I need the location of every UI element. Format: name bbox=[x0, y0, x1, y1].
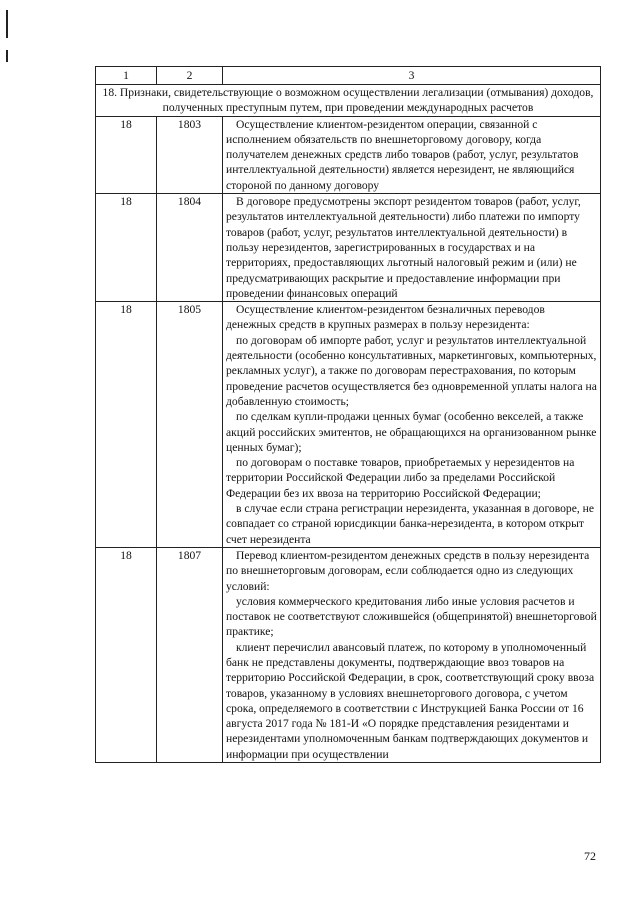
indicators-table bbox=[95, 66, 601, 763]
description-paragraph: Осуществление клиентом-резидентом безналичных переводов денежных средств в крупных размерах в пользу нерезидента: bbox=[226, 303, 545, 332]
indicator-code-cell: 1805 bbox=[157, 302, 223, 548]
header-col-1: 1 bbox=[96, 67, 157, 85]
header-col-2: 2 bbox=[157, 67, 223, 85]
section-number-cell: 18 bbox=[96, 547, 157, 762]
table-row bbox=[96, 194, 601, 302]
description-paragraph: Перевод клиентом-резидентом денежных средств в пользу нерезидента по внешнеторговым договорам, если соблюдается одно из следующих условий: bbox=[226, 548, 590, 593]
table-row bbox=[96, 116, 601, 193]
indicator-description-cell bbox=[223, 116, 601, 193]
description-paragraph: по договорам об импорте работ, услуг и результатов интеллектуальной деятельности (особенно консультативных, маркетинговых, компьютерных, рекламных услуг), а также по договорам перестрахования, по которым проведение расчетов осуществляется без одновременной уплаты налога на добавленную стоимость; bbox=[226, 333, 597, 408]
description-paragraph: Осуществление клиентом-резидентом операции, связанной с исполнением обязательств по внешнеторговому договору, когда получателем денежных средств либо товаров (работ, услуг, результатов интеллектуальной деятельности) является нерезидент, не являющийся стороной по данному договору bbox=[226, 117, 579, 192]
table-row bbox=[96, 547, 601, 762]
description-paragraph: В договоре предусмотрены экспорт резидентом товаров (работ, услуг, результатов интеллектуальной деятельности) либо платежи по импорту товаров (работ, услуг, результатов интеллектуальной деятельности) в пользу нерезидентов, зарегистрированных в государствах и на территориях, предоставляющих льготный налоговый режим и (или) не предусматривающих раскрытие и предоставление информации при проведении финансовых операций bbox=[226, 195, 581, 300]
indicator-code-cell: 1803 bbox=[157, 116, 223, 193]
description-paragraph: клиент перечислил авансовый платеж, по которому в уполномоченный банк не представлены документы, подтверждающие ввоз товаров на территорию Российской Федерации, в срок, соответствующий сроку ввоза товаров, указанному в условиях внешнеторгового договора, с учетом срока, определяемого в соответствии с Инструкцией Банка России от 16 августа 2017 года № 181-И «О порядке представления резидентами и нерезидентами уполномоченным банкам подтверждающих документов и информации при осуществлении bbox=[226, 640, 595, 761]
description-paragraph: условия коммерческого кредитования либо иные условия расчетов и поставок не соответствуют сложившейся (общепринятой) внешнеторговой практике; bbox=[226, 594, 597, 639]
section-title: 18. Признаки, свидетельствующие о возможном осуществлении легализации (отмывания) доходов, полученных преступным путем, при проведении международных расчетов bbox=[96, 85, 601, 117]
margin-mark bbox=[6, 10, 8, 38]
indicator-code-cell: 1804 bbox=[157, 194, 223, 302]
description-paragraph: в случае если страна регистрации нерезидента, указанная в договоре, не совпадает со страной юрисдикции банка-нерезидента, в котором открыт счет нерезидента bbox=[226, 502, 594, 546]
section-number-cell: 18 bbox=[96, 302, 157, 548]
description-paragraph: по договорам о поставке товаров, приобретаемых у нерезидентов на территории Российской Федерации либо за пределами Российской Федерации без их ввоза на территорию Российской Федерации; bbox=[226, 456, 575, 500]
section-row bbox=[96, 85, 601, 117]
indicator-description-cell bbox=[223, 302, 601, 548]
page-number: 72 bbox=[584, 849, 596, 863]
indicator-description-cell bbox=[223, 194, 601, 302]
section-number-cell: 18 bbox=[96, 116, 157, 193]
header-col-3: 3 bbox=[223, 67, 601, 85]
table-header-row bbox=[96, 67, 601, 85]
indicator-code-cell: 1807 bbox=[157, 547, 223, 762]
margin-mark bbox=[6, 50, 8, 62]
table-row bbox=[96, 302, 601, 548]
description-paragraph: по сделкам купли-продажи ценных бумаг (особенно векселей, а также акций российских эмитентов, не обращающихся на организованном рынке ценных бумаг); bbox=[226, 410, 597, 454]
section-number-cell: 18 bbox=[96, 194, 157, 302]
indicator-description-cell bbox=[223, 547, 601, 762]
